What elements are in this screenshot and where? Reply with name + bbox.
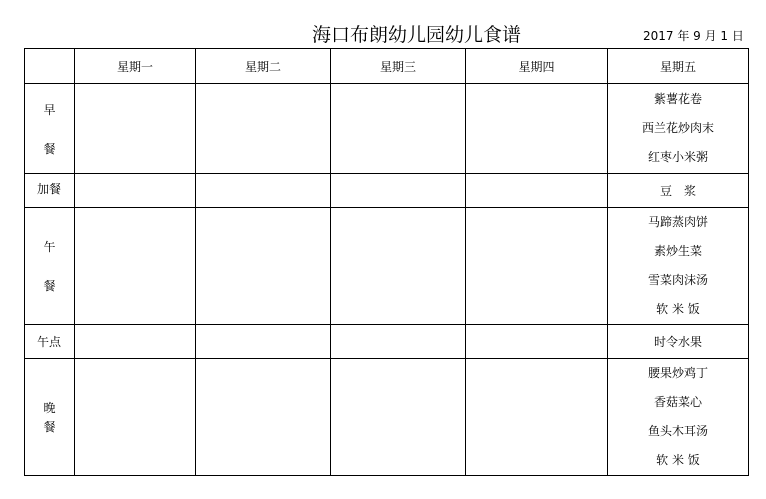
breakfast-fri <box>608 84 749 174</box>
afternoon-tue <box>196 325 331 359</box>
dinner-row <box>25 359 749 476</box>
breakfast-tue <box>196 84 331 174</box>
breakfast-mon <box>75 84 196 174</box>
afternoon-fri: 时令水果 <box>608 325 749 359</box>
menu-date: 2017 年 9 月 1 日 <box>643 29 744 43</box>
breakfast-wed <box>331 84 466 174</box>
dish: 香菇菜心 <box>653 395 702 409</box>
snack-mon <box>75 174 196 208</box>
lunch-label: 午 餐 <box>25 208 75 325</box>
day-header-wed: 星期三 <box>331 49 466 84</box>
dish: 红枣小米粥 <box>647 150 708 164</box>
breakfast-row <box>25 84 749 174</box>
afternoon-thu <box>466 325 608 359</box>
dish: 雪菜肉沫汤 <box>647 273 708 287</box>
corner-cell <box>25 49 75 84</box>
breakfast-label: 早 餐 <box>25 84 75 174</box>
day-header-fri: 星期五 <box>608 49 749 84</box>
day-header-thu: 星期四 <box>466 49 608 84</box>
snack-thu <box>466 174 608 208</box>
dish: 软 米 饭 <box>656 453 700 467</box>
dish: 紫薯花卷 <box>653 92 702 106</box>
dish: 鱼头木耳汤 <box>647 424 708 438</box>
afternoon-mon <box>75 325 196 359</box>
afternoon-wed <box>331 325 466 359</box>
dish: 腰果炒鸡丁 <box>647 366 708 380</box>
afternoon-row <box>25 325 749 359</box>
dinner-tue <box>196 359 331 476</box>
lunch-wed <box>331 208 466 325</box>
dinner-label: 晚 餐 <box>25 359 75 476</box>
snack-wed <box>331 174 466 208</box>
header-row <box>25 49 749 84</box>
day-header-mon: 星期一 <box>75 49 196 84</box>
lunch-fri <box>608 208 749 325</box>
day-header-tue: 星期二 <box>196 49 331 84</box>
weekly-menu-table <box>24 48 749 476</box>
lunch-thu <box>466 208 608 325</box>
dish: 软 米 饭 <box>656 302 700 316</box>
lunch-mon <box>75 208 196 325</box>
snack-row <box>25 174 749 208</box>
page-title: 海口布朗幼儿园幼儿食谱 <box>312 24 522 46</box>
dinner-thu <box>466 359 608 476</box>
breakfast-thu <box>466 84 608 174</box>
afternoon-label: 午点 <box>25 325 75 359</box>
dinner-mon <box>75 359 196 476</box>
lunch-row <box>25 208 749 325</box>
dinner-fri <box>608 359 749 476</box>
snack-fri: 豆 浆 <box>608 174 749 208</box>
dish: 西兰花炒肉末 <box>641 121 714 135</box>
snack-label: 加餐 <box>25 174 75 208</box>
dinner-wed <box>331 359 466 476</box>
dish: 素炒生菜 <box>653 244 702 258</box>
dish: 马蹄蒸肉饼 <box>647 215 708 229</box>
snack-tue <box>196 174 331 208</box>
lunch-tue <box>196 208 331 325</box>
